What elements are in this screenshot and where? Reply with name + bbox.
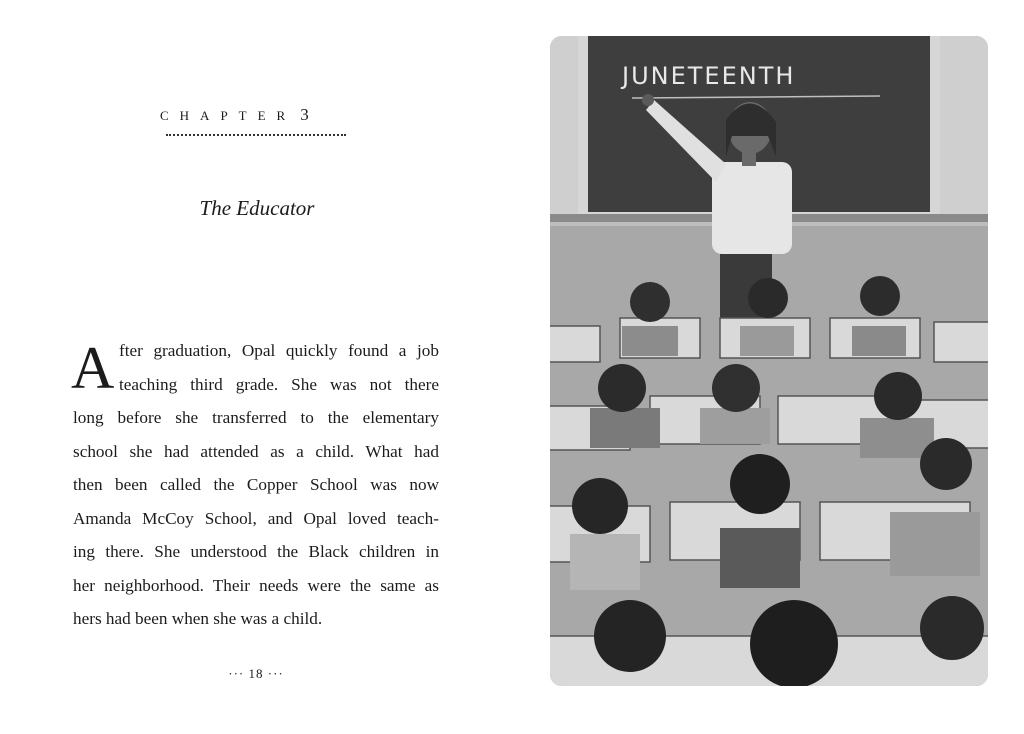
body-line: school she had attended as a child. What had	[73, 441, 439, 461]
body-line: hers had been when she was a child.	[73, 609, 323, 628]
page-number: ··· 18 ···	[228, 666, 284, 681]
body-line: then been called the Copper School was now	[73, 475, 439, 494]
body-line: ing there. She understood the Black children in	[73, 542, 439, 561]
body-line: her neighborhood. Their needs were the same as	[73, 575, 439, 595]
chapter-label: CHAPTER	[160, 108, 297, 123]
chapter-number: 3	[300, 105, 309, 124]
chapter-heading	[160, 105, 360, 125]
body-text	[73, 334, 439, 636]
body-line: fter graduation, Opal quickly found a job	[119, 341, 439, 360]
body-line: Amanda McCoy School, and Opal loved teach-	[73, 508, 439, 528]
body-line: long before she transferred to the elementary	[73, 408, 439, 427]
chalkboard-text: JUNETEENTH	[622, 62, 796, 90]
classroom-illustration	[550, 36, 988, 686]
chapter-dotted-rule	[166, 124, 346, 136]
chapter-title: The Educator	[199, 196, 315, 220]
drop-cap: A	[71, 335, 115, 401]
body-line: teaching third grade. She was not there	[119, 374, 439, 394]
